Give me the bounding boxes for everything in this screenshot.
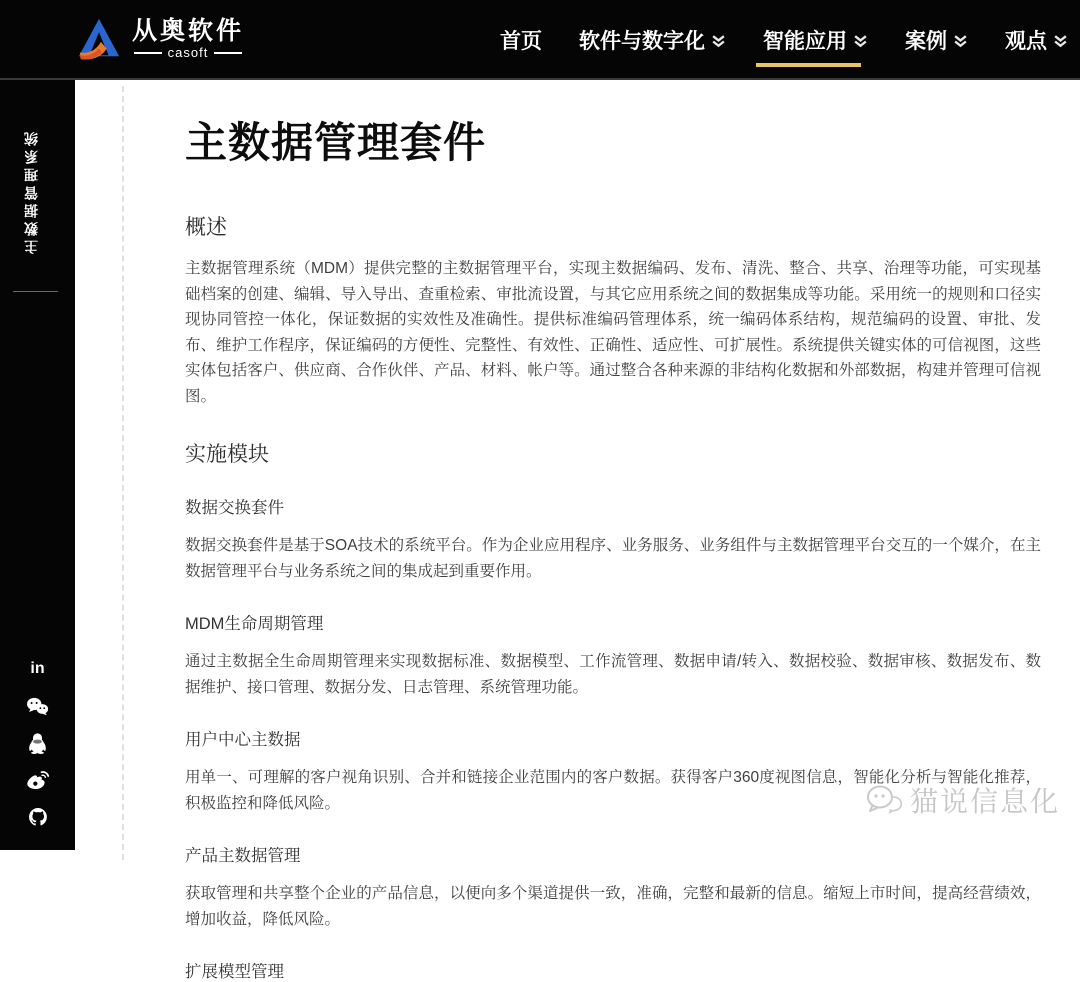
company-logo[interactable] [76, 16, 244, 62]
sidebar-divider [13, 291, 58, 292]
module-title-extended-model: 扩展模型管理 [185, 963, 284, 981]
module-title-user-master-data: 用户中心主数据 [185, 731, 301, 749]
nav-item-home[interactable] [500, 0, 542, 80]
page-title: 主数据管理套件 [185, 119, 487, 166]
vertical-dashed-divider [122, 86, 124, 860]
main-nav [500, 0, 1068, 80]
section-heading-modules: 实施模块 [185, 443, 269, 466]
weibo-icon[interactable] [26, 769, 50, 791]
nav-item-cases[interactable] [905, 0, 968, 80]
logo-text [132, 18, 244, 60]
github-icon[interactable] [26, 806, 50, 828]
section-heading-overview: 概述 [185, 216, 227, 239]
logo-triangle-icon [76, 16, 122, 62]
left-sidebar [0, 0, 75, 850]
chevron-double-down-icon [953, 34, 968, 49]
module-title-product-master-data: 产品主数据管理 [185, 847, 301, 865]
nav-label: 观点 [1005, 30, 1047, 53]
social-icon-bar [0, 658, 75, 828]
linkedin-icon[interactable]: in [30, 660, 45, 677]
module-paragraph: 通过主数据全生命周期管理来实现数据标准、数据模型、工作流管理、数据申请/转入、数据校验、数据审核、数据发布、数据维护、接口管理、数据分发、日志管理、系统管理功能。 [185, 653, 1041, 696]
wechat-icon[interactable] [26, 695, 50, 717]
nav-label: 智能应用 [763, 30, 847, 53]
logo-company-sub: casoft [134, 45, 243, 60]
chevron-double-down-icon [1053, 34, 1068, 49]
chevron-double-down-icon [711, 34, 726, 49]
nav-item-software-digital[interactable] [579, 0, 726, 80]
sidebar-vertical-title: 主数据管理系统 [23, 128, 39, 254]
overview-paragraph: 主数据管理系统（MDM）提供完整的主数据管理平台，实现主数据编码、发布、清洗、整合、共享、治理等功能，可实现基础档案的创建、编辑、导入导出、查重检索、审批流设置，与其它应用系统之间的数据集成等功能。采用统一的规则和口径实现协同管控一体化，保证数据的实效性及准确性。提供标准编码管理体系，统一编码体系结构，规范编码的设置、审批、发布、维护工作程序，保证编码的方便性、完整性、有效性、正确性、适应性、可扩展性。系统提供关键实体的可信视图，这些实体包括客户、供应商、合作伙伴、产品、材料、帐户等。通过整合各种来源的非结构化数据和外部数据，构建并管理可信视图。 [185, 260, 1041, 405]
main-content-area [75, 80, 1080, 981]
module-title-mdm-lifecycle: MDM生命周期管理 [185, 615, 324, 633]
module-paragraph: 数据交换套件是基于SOA技术的系统平台。作为企业应用程序、业务服务、业务组件与主数据管理平台交互的一个媒介，在主数据管理平台与业务系统之间的集成起到重要作用。 [185, 537, 1041, 580]
logo-company-name: 从奥软件 [132, 16, 245, 45]
module-title-data-exchange: 数据交换套件 [185, 499, 284, 517]
module-paragraph: 用单一、可理解的客户视角识别、合并和链接企业范围内的客户数据。获得客户360度视图信息，智能化分析与智能化推荐，积极监控和降低风险。 [185, 769, 1041, 812]
nav-label: 案例 [905, 30, 947, 53]
nav-item-viewpoints[interactable] [1005, 0, 1068, 80]
nav-label: 软件与数字化 [579, 30, 705, 53]
article [185, 80, 1041, 982]
module-paragraph: 获取管理和共享整个企业的产品信息，以便向多个渠道提供一致，准确，完整和最新的信息。缩短上市时间，提高经营绩效，增加收益，降低风险。 [185, 885, 1041, 928]
chevron-double-down-icon [853, 34, 868, 49]
watermark-text: 猫说信息化 [910, 786, 1061, 817]
nav-label: 首页 [500, 30, 542, 53]
top-header [0, 0, 1080, 80]
nav-item-intelligent-apps[interactable] [763, 0, 868, 80]
qq-icon[interactable] [26, 732, 50, 754]
